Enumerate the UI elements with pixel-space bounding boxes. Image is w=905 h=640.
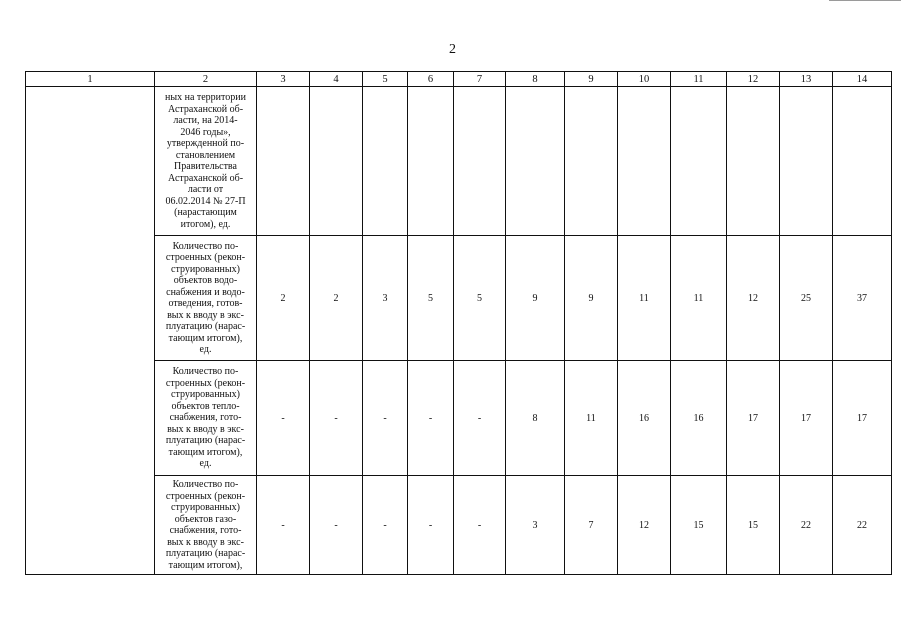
description-line: тающим итогом), — [168, 559, 243, 571]
description-line: утвержденной по- — [166, 138, 245, 149]
description-line: Астраханской об- — [167, 103, 244, 115]
description-line: объектов газо- — [174, 513, 237, 525]
table-row — [26, 476, 892, 575]
description-line: строенных (рекон- — [165, 377, 246, 389]
header-cell: 6 — [408, 72, 454, 87]
value-cell — [454, 87, 506, 236]
value-cell: - — [310, 476, 363, 575]
value-cell: 16 — [671, 361, 727, 476]
indicator-description — [155, 87, 257, 236]
description-line: снабжения и водо- — [166, 286, 245, 298]
value-cell — [257, 87, 310, 236]
value-cell: - — [408, 361, 454, 476]
header-cell: 8 — [506, 72, 565, 87]
value-cell: 11 — [565, 361, 618, 476]
description-line: 2046 годы», — [180, 126, 231, 138]
value-cell: - — [363, 476, 408, 575]
table-row — [26, 361, 892, 476]
value-cell: - — [257, 476, 310, 575]
description-line: строенных (рекон- — [165, 490, 246, 502]
value-cell — [780, 87, 833, 236]
value-cell: 16 — [618, 361, 671, 476]
value-cell: 22 — [833, 476, 892, 575]
description-line: становлением — [175, 149, 236, 161]
header-cell: 13 — [780, 72, 833, 87]
description-line: струированных) — [171, 263, 240, 275]
description-line: Количество по- — [172, 479, 239, 490]
indicator-description — [155, 361, 257, 476]
value-cell: 25 — [780, 236, 833, 361]
value-cell: 2 — [310, 236, 363, 361]
value-cell: 3 — [506, 476, 565, 575]
value-cell: 17 — [727, 361, 780, 476]
table-row — [26, 87, 892, 236]
value-cell: 12 — [727, 236, 780, 361]
header-cell: 7 — [454, 72, 506, 87]
description-line: ласти от — [187, 184, 224, 195]
column-1-merged-cell — [26, 87, 155, 575]
value-cell: 12 — [618, 476, 671, 575]
value-cell — [310, 87, 363, 236]
value-cell — [618, 87, 671, 236]
description-line: объектов водо- — [173, 275, 238, 286]
value-cell: 17 — [780, 361, 833, 476]
value-cell: 8 — [506, 361, 565, 476]
description-line: вых к вводу в экс- — [167, 309, 244, 321]
description-line: Астраханской об- — [167, 172, 244, 184]
value-cell: 37 — [833, 236, 892, 361]
value-cell: 5 — [408, 236, 454, 361]
data-table — [25, 71, 892, 575]
indicator-description — [155, 236, 257, 361]
description-line: вых к вводу в экс- — [167, 423, 244, 435]
value-cell: 9 — [506, 236, 565, 361]
description-line: ед. — [199, 344, 212, 355]
header-cell: 1 — [26, 72, 155, 87]
indicator-description — [155, 476, 257, 575]
value-cell: 9 — [565, 236, 618, 361]
value-cell: 2 — [257, 236, 310, 361]
description-line: 06.02.2014 № 27-П — [165, 195, 246, 207]
description-line: ных на территории — [165, 92, 246, 103]
value-cell: 3 — [363, 236, 408, 361]
description-line: отведения, готов- — [168, 298, 243, 309]
value-cell: - — [257, 361, 310, 476]
description-line: струированных) — [171, 389, 240, 401]
column-number-row — [26, 72, 892, 87]
value-cell: 17 — [833, 361, 892, 476]
value-cell — [408, 87, 454, 236]
description-line: тающим итогом), — [168, 332, 243, 344]
description-line: плуатацию (нарас- — [165, 548, 246, 559]
description-line: ласти, на 2014- — [173, 115, 238, 126]
value-cell: - — [454, 361, 506, 476]
description-line: снабжения, гото- — [169, 412, 242, 424]
value-cell: - — [408, 476, 454, 575]
header-cell: 10 — [618, 72, 671, 87]
header-cell: 14 — [833, 72, 892, 87]
value-cell: - — [454, 476, 506, 575]
description-line: ед. — [199, 458, 212, 470]
value-cell: 11 — [671, 236, 727, 361]
value-cell: 15 — [671, 476, 727, 575]
description-line: объектов тепло- — [171, 400, 240, 412]
description-line: плуатацию (нарас- — [165, 435, 246, 447]
description-line: снабжения, гото- — [169, 525, 242, 536]
value-cell — [833, 87, 892, 236]
description-line: строенных (рекон- — [165, 252, 246, 263]
description-line: итогом), ед. — [180, 218, 231, 230]
value-cell: 7 — [565, 476, 618, 575]
header-cell: 2 — [155, 72, 257, 87]
scan-edge-line — [829, 0, 901, 1]
value-cell: 22 — [780, 476, 833, 575]
table-row — [26, 236, 892, 361]
description-line: (нарастающим — [174, 207, 237, 218]
description-line: тающим итогом), — [168, 446, 243, 458]
value-cell: - — [363, 361, 408, 476]
value-cell — [565, 87, 618, 236]
value-cell — [671, 87, 727, 236]
header-cell: 9 — [565, 72, 618, 87]
value-cell — [506, 87, 565, 236]
description-line: Правительства — [174, 161, 237, 172]
header-cell: 3 — [257, 72, 310, 87]
value-cell: 11 — [618, 236, 671, 361]
value-cell: 15 — [727, 476, 780, 575]
header-cell: 11 — [671, 72, 727, 87]
value-cell: - — [310, 361, 363, 476]
header-cell: 5 — [363, 72, 408, 87]
description-line: Количество по- — [172, 366, 239, 378]
description-line: струированных) — [171, 502, 240, 513]
value-cell: 5 — [454, 236, 506, 361]
description-line: Количество по- — [172, 240, 239, 252]
value-cell — [727, 87, 780, 236]
value-cell — [363, 87, 408, 236]
header-cell: 4 — [310, 72, 363, 87]
description-line: вых к вводу в экс- — [167, 536, 244, 548]
page-number: 2 — [449, 42, 456, 57]
description-line: плуатацию (нарас- — [165, 321, 246, 332]
header-cell: 12 — [727, 72, 780, 87]
